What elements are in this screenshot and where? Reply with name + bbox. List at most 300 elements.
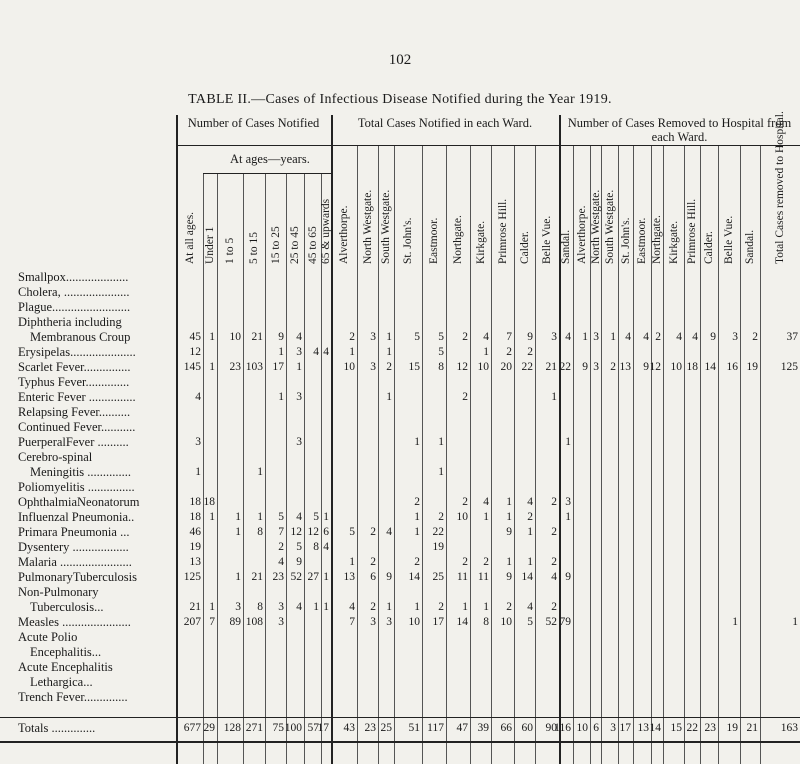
column-header-label: 65 & upwards: [320, 198, 332, 264]
column-header-label: 45 to 65: [306, 226, 319, 264]
row-label: PulmonaryTuberculosis: [18, 570, 137, 584]
totals-cell: 17: [619, 722, 631, 734]
table-cell: 1: [527, 526, 533, 538]
row-label: Dysentery ..................: [18, 540, 129, 554]
column-header: [718, 152, 740, 264]
table-cell: 4: [195, 391, 201, 403]
row-label: Diphtheria including: [18, 315, 122, 329]
totals-cell: 13: [637, 722, 649, 734]
table-row: [0, 690, 800, 705]
row-label: Cerebro-spinal: [18, 450, 93, 464]
table-cell: 10: [343, 361, 355, 373]
table-cell: 108: [245, 616, 263, 628]
table-cell: 1: [278, 346, 284, 358]
column-header-label: St. John's.: [402, 217, 414, 264]
table-cell: 10: [500, 616, 512, 628]
table-cell: 79: [559, 616, 571, 628]
table-cell: 1: [483, 346, 489, 358]
table-cell: 9: [506, 571, 512, 583]
totals-cell: 15: [670, 722, 682, 734]
column-header: [321, 175, 331, 264]
table-cell: 2: [527, 511, 533, 523]
table-row: [0, 390, 800, 405]
column-header: [559, 152, 573, 264]
column-header-label: North Westgate.: [589, 189, 602, 264]
table-cell: 25: [432, 571, 444, 583]
totals-cell: 22: [686, 722, 698, 734]
header-rule: [176, 145, 800, 146]
column-header-label: At all ages.: [183, 211, 196, 264]
table-cell: 8: [313, 541, 319, 553]
row-label: Typhus Fever..............: [18, 375, 130, 389]
table-cell: 7: [278, 526, 284, 538]
table-cell: 1: [483, 511, 489, 523]
table-cell: 5: [349, 526, 355, 538]
table-row: [0, 270, 800, 285]
group-header: Number of Cases Removed to Hospital from each Ward.: [567, 116, 792, 144]
table-cell: 1: [506, 511, 512, 523]
column-header-label: Alverthorpe.: [338, 205, 350, 264]
table-cell: 20: [500, 361, 512, 373]
table-cell: 23: [272, 571, 284, 583]
row-label: Membranous Croup: [30, 330, 131, 344]
column-header: [700, 152, 718, 264]
table-row: [0, 585, 800, 600]
column-header-label: Belle Vue.: [723, 215, 735, 264]
table-cell: 1: [209, 511, 215, 523]
table-row: [0, 495, 800, 510]
row-label: Non-Pulmonary: [18, 585, 99, 599]
table-row: [0, 525, 800, 540]
table-row: [0, 375, 800, 390]
table-cell: 14: [408, 571, 420, 583]
totals-cell: 23: [364, 722, 376, 734]
table-cell: 1: [565, 436, 571, 448]
table-row: [0, 615, 800, 630]
totals-cell: 116: [554, 722, 571, 734]
table-row: [0, 285, 800, 300]
column-header: [573, 152, 590, 264]
table-cell: 8: [483, 616, 489, 628]
table-cell: 4: [296, 601, 302, 613]
table-cell: 2: [370, 601, 376, 613]
column-header-label: St. John's.: [619, 217, 632, 264]
totals-row: [0, 721, 800, 736]
table-cell: 4: [278, 556, 284, 568]
table-cell: 2: [349, 331, 355, 343]
table-cell: 9: [710, 331, 716, 343]
group-header: Total Cases Notified in each Ward.: [357, 116, 533, 130]
row-label: Cholera, .....................: [18, 285, 130, 299]
row-label: Encephalitis...: [30, 645, 102, 659]
column-header: [651, 152, 663, 264]
totals-cell: 19: [726, 722, 738, 734]
table-cell: 8: [438, 361, 444, 373]
table-cell: 2: [610, 361, 616, 373]
row-label: Erysipelas.....................: [18, 345, 136, 359]
column-header-label: Eastmoor.: [428, 217, 440, 264]
table-row: [0, 675, 800, 690]
table-cell: 7: [506, 331, 512, 343]
row-label: Meningitis ..............: [30, 465, 132, 479]
table-cell: 9: [527, 331, 533, 343]
table-cell: 3: [296, 436, 302, 448]
totals-cell: 3: [610, 722, 616, 734]
table-row: [0, 435, 800, 450]
table-row: [0, 570, 800, 585]
table-cell: 1: [565, 511, 571, 523]
column-header: [740, 152, 760, 264]
table-cell: 1: [732, 616, 738, 628]
table-cell: 21: [189, 601, 201, 613]
totals-cell: 23: [704, 722, 716, 734]
table-cell: 1: [349, 556, 355, 568]
column-header: [217, 175, 243, 264]
column-header: [394, 152, 422, 264]
table-cell: 4: [625, 331, 631, 343]
table-cell: 14: [704, 361, 716, 373]
totals-cell: 271: [245, 722, 263, 734]
column-header: [176, 152, 203, 264]
column-header: [446, 152, 470, 264]
column-header-label: Calder.: [518, 231, 531, 264]
table-cell: 18: [686, 361, 698, 373]
page-number: 102: [388, 52, 412, 68]
table-cell: 4: [313, 346, 319, 358]
table-cell: 1: [386, 346, 392, 358]
row-label: Lethargica...: [30, 675, 93, 689]
column-header: [590, 152, 601, 264]
table-row: [0, 420, 800, 435]
table-cell: 2: [551, 556, 557, 568]
table-cell: 4: [643, 331, 649, 343]
row-label: Influenzal Pneumonia..: [18, 510, 135, 524]
table-cell: 18: [203, 496, 215, 508]
table-cell: 3: [593, 361, 599, 373]
table-cell: 3: [593, 331, 599, 343]
table-cell: 6: [323, 526, 329, 538]
totals-cell: 43: [343, 722, 355, 734]
totals-cell: 17: [317, 722, 329, 734]
column-header-label: Northgate.: [452, 215, 464, 264]
table-cell: 1: [551, 391, 557, 403]
table-cell: 1: [209, 331, 215, 343]
column-header-label: Kirkgate.: [667, 220, 680, 264]
table-cell: 21: [251, 331, 263, 343]
table-cell: 3: [565, 496, 571, 508]
table-cell: 10: [456, 511, 468, 523]
table-cell: 2: [278, 541, 284, 553]
table-row: [0, 465, 800, 480]
column-header-label: Sandal.: [560, 229, 572, 264]
table-cell: 3: [551, 331, 557, 343]
table-cell: 22: [559, 361, 571, 373]
column-header-label: 1 to 5: [224, 237, 236, 264]
table-cell: 2: [370, 526, 376, 538]
table-cell: 4: [676, 331, 682, 343]
table-cell: 9: [296, 556, 302, 568]
row-label: Plague.........................: [18, 300, 131, 314]
table-cell: 7: [209, 616, 215, 628]
column-header: [304, 175, 321, 264]
table-cell: 3: [370, 616, 376, 628]
table-cell: 52: [545, 616, 557, 628]
table-row: [0, 330, 800, 345]
table-cell: 4: [296, 331, 302, 343]
table-cell: 37: [786, 331, 798, 343]
table-cell: 12: [189, 346, 201, 358]
table-cell: 1: [323, 601, 329, 613]
column-header: [378, 152, 394, 264]
table-cell: 1: [195, 466, 201, 478]
totals-cell: 75: [272, 722, 284, 734]
column-header: [535, 152, 559, 264]
column-header: [633, 152, 651, 264]
table-cell: 21: [251, 571, 263, 583]
totals-cell: 117: [427, 722, 444, 734]
table-cell: 1: [386, 601, 392, 613]
table-cell: 2: [551, 526, 557, 538]
column-header-label: South Westgate.: [603, 189, 616, 264]
totals-cell: 60: [521, 722, 533, 734]
column-header-label: Eastmoor.: [636, 217, 648, 264]
table-cell: 8: [257, 601, 263, 613]
table-cell: 1: [235, 526, 241, 538]
table-cell: 1: [323, 511, 329, 523]
column-header-label: Sandal.: [744, 229, 756, 264]
table-cell: 5: [438, 346, 444, 358]
column-header: [601, 152, 618, 264]
table-cell: 4: [551, 571, 557, 583]
row-label: PuerperalFever ..........: [18, 435, 129, 449]
row-label: Scarlet Fever...............: [18, 360, 131, 374]
table-cell: 13: [343, 571, 355, 583]
table-cell: 1: [483, 601, 489, 613]
table-row: [0, 660, 800, 675]
column-header-label: Alverthorpe.: [575, 205, 588, 264]
column-header: [357, 152, 378, 264]
row-label: Malaria .......................: [18, 555, 132, 569]
totals-cell: 14: [649, 722, 661, 734]
group-header: Number of Cases Notified: [187, 116, 320, 130]
table-cell: 4: [527, 601, 533, 613]
table-cell: 3: [732, 331, 738, 343]
table-cell: 3: [370, 331, 376, 343]
table-title: TABLE II.—Cases of Infectious Disease Notified during the Year 1919.: [188, 92, 612, 107]
totals-cell: 6: [593, 722, 599, 734]
column-header-label: Northgate.: [651, 215, 663, 264]
row-label: Measles ......................: [18, 615, 131, 629]
table-cell: 3: [278, 601, 284, 613]
table-cell: 1: [582, 331, 588, 343]
totals-cell: 47: [456, 722, 468, 734]
table-cell: 14: [521, 571, 533, 583]
table-row: [0, 480, 800, 495]
table-cell: 1: [257, 511, 263, 523]
row-label: Primara Pneumonia ...: [18, 525, 130, 539]
table-cell: 4: [323, 541, 329, 553]
table-cell: 21: [545, 361, 557, 373]
table-cell: 145: [183, 361, 201, 373]
table-row: [0, 645, 800, 660]
table-cell: 1: [386, 391, 392, 403]
table-cell: 16: [726, 361, 738, 373]
table-row: [0, 300, 800, 315]
table-cell: 2: [752, 331, 758, 343]
table-cell: 125: [183, 571, 201, 583]
table-cell: 5: [296, 541, 302, 553]
table-cell: 1: [323, 571, 329, 583]
totals-cell: 51: [408, 722, 420, 734]
row-label: Relapsing Fever..........: [18, 405, 131, 419]
column-header: [331, 152, 357, 264]
row-label: Poliomyelitis ...............: [18, 480, 135, 494]
table-cell: 19: [746, 361, 758, 373]
table-cell: 2: [506, 346, 512, 358]
table-cell: 10: [670, 361, 682, 373]
table-cell: 3: [386, 616, 392, 628]
table-cell: 10: [477, 361, 489, 373]
column-header-label: Primrose Hill.: [496, 198, 509, 264]
totals-cell: 66: [500, 722, 512, 734]
table-cell: 15: [408, 361, 420, 373]
table-cell: 4: [323, 346, 329, 358]
table-row: [0, 450, 800, 465]
totals-cell: 100: [284, 722, 302, 734]
table-cell: 19: [432, 541, 444, 553]
table-row: [0, 405, 800, 420]
column-header: [684, 152, 700, 264]
table-cell: 1: [438, 436, 444, 448]
totals-cell: 10: [576, 722, 588, 734]
table-cell: 3: [370, 361, 376, 373]
totals-rule-bottom: [0, 741, 800, 743]
totals-cell: 21: [746, 722, 758, 734]
column-header-label: 25 to 45: [289, 226, 301, 264]
table-cell: 18: [189, 511, 201, 523]
row-label: Acute Encephalitis: [18, 660, 113, 674]
table-cell: 1: [414, 511, 420, 523]
table-cell: 7: [349, 616, 355, 628]
column-header: [663, 152, 684, 264]
row-label: Continued Fever...........: [18, 420, 136, 434]
row-label: OphthalmiaNeonatorum: [18, 495, 140, 509]
table-cell: 11: [456, 571, 468, 583]
table-cell: 45: [189, 331, 201, 343]
table-cell: 5: [278, 511, 284, 523]
totals-cell: 25: [380, 722, 392, 734]
table-cell: 2: [506, 601, 512, 613]
table-cell: 5: [438, 331, 444, 343]
table-cell: 1: [278, 391, 284, 403]
table-cell: 2: [438, 601, 444, 613]
table-cell: 89: [229, 616, 241, 628]
table-cell: 19: [189, 541, 201, 553]
table-cell: 1: [414, 526, 420, 538]
totals-cell: 39: [477, 722, 489, 734]
column-header: [514, 152, 535, 264]
table-cell: 13: [189, 556, 201, 568]
table-cell: 1: [209, 601, 215, 613]
column-header-label: North Westgate.: [361, 189, 374, 264]
totals-cell: 29: [203, 722, 215, 734]
table-cell: 2: [551, 496, 557, 508]
column-header-label: Under 1: [204, 226, 216, 264]
table-cell: 27: [307, 571, 319, 583]
totals-cell: 57: [307, 722, 319, 734]
table-cell: 1: [610, 331, 616, 343]
table-cell: 1: [209, 361, 215, 373]
table-cell: 3: [296, 346, 302, 358]
table-cell: 1: [462, 601, 468, 613]
column-header: [243, 175, 265, 264]
table-cell: 14: [456, 616, 468, 628]
table-cell: 2: [462, 556, 468, 568]
column-header-label: Calder.: [703, 231, 715, 264]
table-cell: 1: [235, 571, 241, 583]
column-header: [618, 152, 633, 264]
row-label: Enteric Fever ...............: [18, 390, 136, 404]
column-header: [422, 152, 446, 264]
row-label: Trench Fever..............: [18, 690, 128, 704]
totals-cell: 163: [780, 722, 798, 734]
table-cell: 17: [272, 361, 284, 373]
table-cell: 1: [506, 496, 512, 508]
table-cell: 4: [565, 331, 571, 343]
table-cell: 9: [386, 571, 392, 583]
table-cell: 4: [483, 331, 489, 343]
table-cell: 17: [432, 616, 444, 628]
table-cell: 1: [527, 556, 533, 568]
column-header: [286, 175, 304, 264]
column-header-label: 5 to 15: [248, 232, 260, 264]
table-cell: 18: [189, 496, 201, 508]
table-cell: 2: [551, 601, 557, 613]
column-header: [470, 152, 491, 264]
column-header: [760, 111, 800, 264]
table-cell: 12: [307, 526, 319, 538]
table-cell: 9: [278, 331, 284, 343]
table-cell: 1: [386, 331, 392, 343]
table-cell: 1: [506, 556, 512, 568]
table-cell: 1: [257, 466, 263, 478]
table-cell: 2: [655, 331, 661, 343]
table-cell: 4: [527, 496, 533, 508]
table-cell: 2: [386, 361, 392, 373]
table-cell: 2: [483, 556, 489, 568]
table-cell: 12: [649, 361, 661, 373]
table-cell: 2: [438, 511, 444, 523]
table-cell: 4: [296, 511, 302, 523]
table-cell: 1: [313, 601, 319, 613]
table-cell: 8: [257, 526, 263, 538]
column-header: [203, 175, 217, 264]
table-cell: 1: [792, 616, 798, 628]
table-row: [0, 630, 800, 645]
table-cell: 10: [229, 331, 241, 343]
table-row: [0, 540, 800, 555]
totals-cell: 90: [545, 722, 557, 734]
column-header-label: 15 to 25: [269, 226, 282, 264]
totals-rule-top: [0, 717, 800, 718]
table-cell: 9: [582, 361, 588, 373]
table-row: [0, 555, 800, 570]
table-cell: 2: [414, 496, 420, 508]
table-cell: 12: [290, 526, 302, 538]
at-ages-header: At ages—years.: [230, 152, 310, 166]
table-cell: 13: [619, 361, 631, 373]
table-cell: 207: [183, 616, 201, 628]
